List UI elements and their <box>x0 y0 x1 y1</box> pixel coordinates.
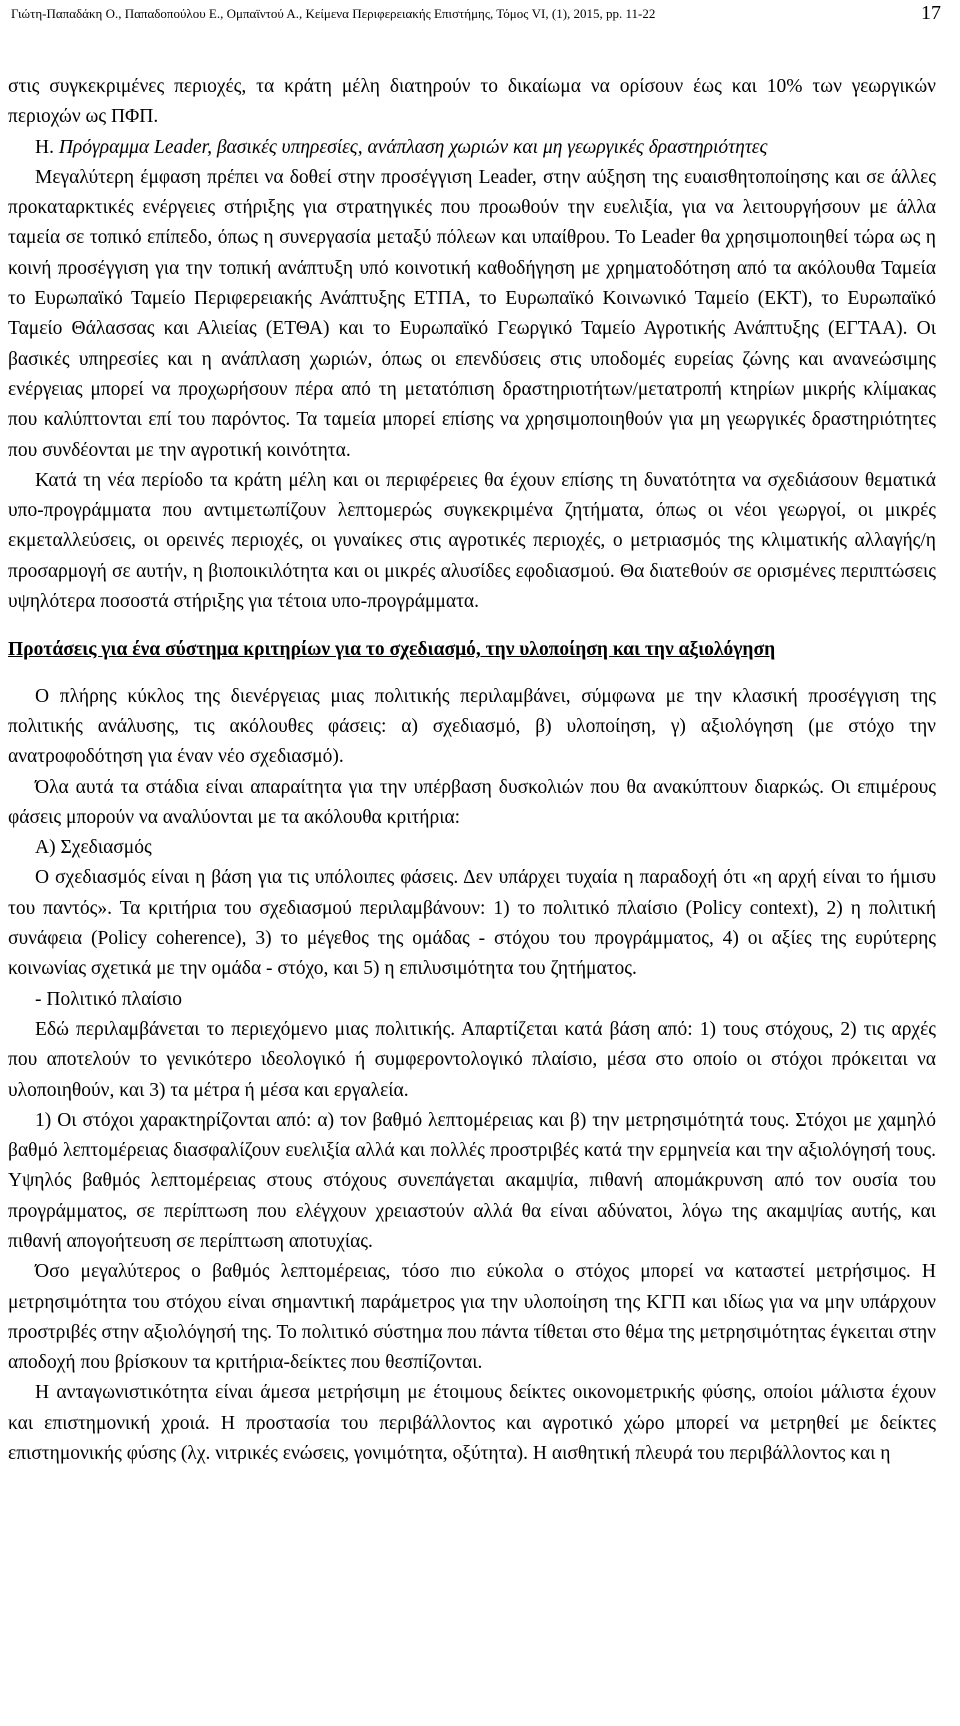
paragraph-12: Η ανταγωνιστικότητα είναι άμεσα μετρήσιμη με έτοιμους δείκτες οικονομετρικής φύσης, οποίοι μάλιστα έχουν και επιστημονική χροιά. Η προστασία του περιβάλλοντος και αγροτικό χώρο μπορεί να μετρηθεί με δείκτες επιστημονικής φύσης (λχ. νιτρικές ενώσεις, γονιμότητα, οξύτητα). Η αισθητική πλευρά του περιβάλλοντος και η <box>8 1382 936 1465</box>
paragraph-11: Όσο μεγαλύτερος ο βαθμός λεπτομέρειας, τόσο πιο εύκολα ο στόχος μπορεί να καταστεί μετρήσιμος. Η μετρησιμότητα του στόχου είναι σημαντική παράμετρος για την υλοποίηση της ΚΓΠ και ιδίως για να μην υπάρχουν προστριβές στην αξιολόγησή της. Το πολιτικό σύστημα που πάντα τίθεται στο θέμα της μετρησιμότητας έγκειται στην αποδοχή που βρίσκουν τα κριτήρια-δείκτες που θεσπίζονται. <box>8 1261 936 1374</box>
running-header <box>11 2 941 30</box>
paragraph-1: στις συγκεκριμένες περιοχές, τα κράτη μέλη διατηρούν το δικαίωμα να ορίσουν έως και 10% των γεωργικών περιοχών ως ΠΦΠ. <box>8 76 936 128</box>
body-text <box>8 72 936 1469</box>
section-title: Προτάσεις για ένα σύστημα κριτηρίων για το σχεδιασμό, την υλοποίηση και την αξιολόγηση <box>8 639 776 661</box>
paragraph-4: Ο πλήρης κύκλος της διενέργειας μιας πολιτικής περιλαμβάνει, σύμφωνα με την κλασική προσέγγιση της πολιτικής ανάλυσης, τις ακόλουθες φάσεις: α) σχεδιασμό, β) υλοποίηση, γ) αξιολόγηση (με στόχο την ανατροφοδότηση για έναν νέο σχεδιασμό). <box>8 685 936 768</box>
page-number: 17 <box>921 2 941 24</box>
header-citation: Γιώτη-Παπαδάκη Ο., Παπαδοπούλου Ε., Ομπαϊντού Α., Κείμενα Περιφερειακής Επιστήμης, Τόμος VI, (1), 2015, pp. 11-22 <box>11 6 656 21</box>
subsection-heading <box>8 133 936 163</box>
paragraph-8: - Πολιτικό πλαίσιο <box>35 988 183 1010</box>
paragraph-7: Ο σχεδιασμός είναι η βάση για τις υπόλοιπες φάσεις. Δεν υπάρχει τυχαία η παραδοχή ότι «η αρχή είναι το ήμισυ του παντός». Τα κριτήρια του σχεδιασμού περιλαμβάνουν: 1) το πολιτικό πλαίσιο (Policy context), 2) η πολιτική συνάφεια (Policy coherence), 3) το μέγεθος της ομάδας ‐ στόχου του προγράμματος, 4) οι αξίες της ευρύτερης κοινωνίας σχετικά με την ομάδα ‐ στόχο, και 5) η επιλυσιμότητα του ζητήματος. <box>8 867 936 980</box>
paragraph-3: Κατά τη νέα περίοδο τα κράτη μέλη και οι περιφέρειες θα έχουν επίσης τη δυνατότητα να σχεδιάσουν θεματικά υπο-προγράμματα που αντιμετωπίζουν λεπτομερώς συγκεκριμένα ζητήματα, όπως οι νέοι γεωργοί, οι μικρές εκμεταλλεύσεις, οι ορεινές περιοχές, οι γυναίκες στις αγροτικές περιοχές, ο μετριασμός της κλιματικής αλλαγής/η προσαρμογή σε αυτήν, η βιοποικιλότητα και οι μικρές αλυσίδες εφοδιασμού. Θα διατεθούν σε ορισμένες περιπτώσεις υψηλότερα ποσοστά στήριξης για τέτοια υπο-προγράμματα. <box>8 469 936 613</box>
paragraph-9: Εδώ περιλαμβάνεται το περιεχόμενο μιας πολιτικής. Απαρτίζεται κατά βάση από: 1) τους στόχους, 2) τις αρχές που αποτελούν το γενικότερο ιδεολογικό ή συμφεροντολογικό πλαίσιο, μέσα στο οποίο οι στόχοι πρόκειται να υλοποιηθούν, και 3) τα μέτρα ή μέσα και εργαλεία. <box>8 1018 936 1101</box>
paragraph-5: Όλα αυτά τα στάδια είναι απαραίτητα για την υπέρβαση δυσκολιών που θα ανακύπτουν διαρκώς. Οι επιμέρους φάσεις μπορούν να αναλύονται με τα ακόλουθα κριτήρια: <box>8 776 936 828</box>
subsection-label: Η. <box>35 136 59 158</box>
paragraph-2: Μεγαλύτερη έμφαση πρέπει να δοθεί στην προσέγγιση Leader, στην αύξηση της ευαισθητοποίησης και σε άλλες προκαταρκτικές ενέργειες στήριξης για στρατηγικές που προωθούν την ευελιξία, για να λειτουργήσουν με άλλα ταμεία σε τοπικό επίπεδο, όπως η συνεργασία μεταξύ πόλεων και υπαίθρου. Το Leader θα χρησιμοποιηθεί τώρα ως η κοινή προσέγγιση για την τοπική ανάπτυξη υπό κοινοτική καθοδήγηση με χρηματοδότηση από τα ακόλουθα Ταμεία το Ευρωπαϊκό Ταμείο Περιφερειακής Ανάπτυξης ΕΤΠΑ, το Ευρωπαϊκό Κοινωνικό Ταμείο (ΕΚΤ), το Ευρωπαϊκό Ταμείο Θάλασσας και Αλιείας (ΕΤΘΑ) και το Ευρωπαϊκό Γεωργικό Ταμείο Αγροτικής Ανάπτυξης (ΕΓΤΑΑ). Οι βασικές υπηρεσίες και η ανάπλαση χωριών, όπως οι επενδύσεις στις υποδομές ευρείας ζώνης και ανανεώσιμης ενέργειας μπορεί να προχωρήσουν πέρα από τη μετατόπιση δραστηριοτήτων/μετατροπή κτηρίων μικρής κλίμακας που καλύπτονται επί του παρόντος. Τα ταμεία μπορεί επίσης να χρησιμοποιηθούν για μη γεωργικές δραστηριότητες που συνδέονται με την αγροτική κοινότητα. <box>8 166 936 461</box>
subsection-title: Πρόγραμμα Leader, βασικές υπηρεσίες, ανάπλαση χωριών και μη γεωργικές δραστηριότητες <box>58 136 768 158</box>
paragraph-6: Α) Σχεδιασμός <box>35 837 152 859</box>
paragraph-10: 1) Οι στόχοι χαρακτηρίζονται από: α) τον βαθμό λεπτομέρειας και β) την μετρησιμότητά τους. Στόχοι με χαμηλό βαθμό λεπτομέρειας διασφαλίζουν ευελιξία αλλά και πολλές προστριβές κατά την ερμηνεία και την αξιολόγησή τους. Υψηλός βαθμός λεπτομέρειας στους στόχους συνεπάγεται ακαμψία, πιθανή απομάκρυνση από τον ουσία του προγράμματος, σε περίπτωση που ελέγχουν χρειαστούν αλλά θα είναι αδύνατοι, λόγω της ακαμψίας αυτής, και πιθανή απογοήτευση σε περίπτωση αποτυχίας. <box>8 1109 936 1252</box>
